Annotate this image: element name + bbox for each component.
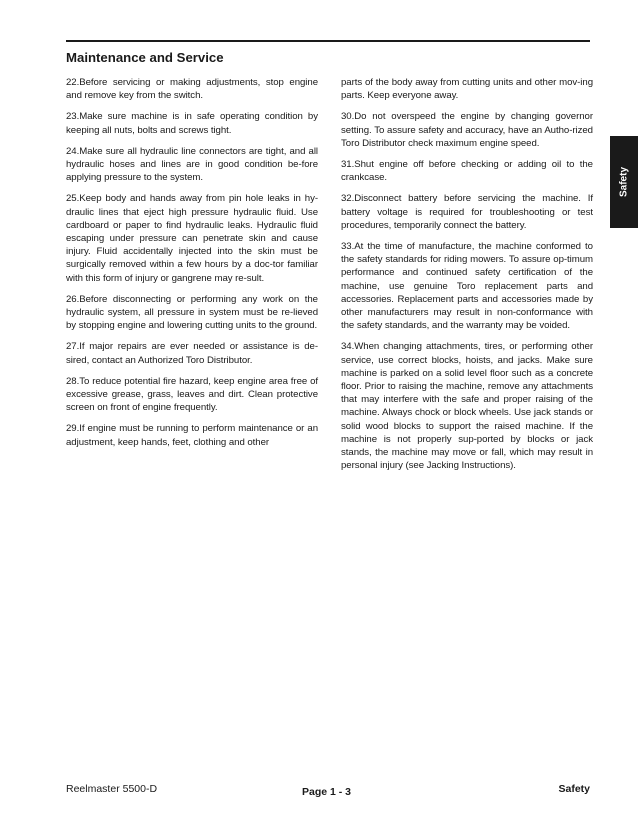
safety-item-30: 30.Do not overspeed the engine by changing governor setting. To assure safety and accuracy, have an Autho-rized Toro Distributor check maximum engine speed. bbox=[341, 111, 593, 149]
safety-item-27: 27.If major repairs are ever needed or assistance is de-sired, contact an Authorized Toro Distributor. bbox=[66, 341, 318, 366]
footer-section-name: Safety bbox=[558, 783, 590, 795]
safety-item-29-continued: parts of the body away from cutting units and other mov-ing parts. Keep everyone away. bbox=[341, 77, 593, 102]
safety-item-34: 34.When changing attachments, tires, or performing other service, use correct blocks, hoists, and jacks. Make sure machine is parked on a solid level floor such as a concrete floor. Prior to raising the machine, remove any attachments that may interfere with the safe and proper raising of the machine. Always chock or block wheels. Use jack stands or solid wood blocks to support the raised machine. If the machine is not properly sup-ported by blocks or jack stands, the machine may move or fall, which may result in personal injury (see Jacking Instructions). bbox=[341, 341, 593, 472]
safety-item-29: 29.If engine must be running to perform maintenance or an adjustment, keep hands, feet, clothing and other bbox=[66, 423, 318, 448]
side-tab-label: Safety bbox=[618, 166, 630, 198]
safety-item-32: 32.Disconnect battery before servicing the machine. If battery voltage is required for troubleshooting or test procedures, temporarily connect the battery. bbox=[341, 193, 593, 231]
footer-model-name: Reelmaster 5500-D bbox=[66, 783, 158, 795]
safety-item-31: 31.Shut engine off before checking or adding oil to the crankcase. bbox=[341, 159, 593, 184]
safety-item-22: 22.Before servicing or making adjustments, stop engine and remove key from the switch. bbox=[66, 77, 318, 102]
safety-item-24: 24.Make sure all hydraulic line connectors are tight, and all hydraulic hoses and lines are in good condition be-fore applying pressure to the system. bbox=[66, 145, 318, 184]
footer-page-number: Page 1 - 3 bbox=[302, 786, 352, 798]
safety-item-26: 26.Before disconnecting or performing any work on the hydraulic system, all pressure in system must be re-lieved by stopping engine and lowering cutting units to the ground. bbox=[66, 293, 318, 332]
safety-item-28: 28.To reduce potential fire hazard, keep engine area free of excessive grease, grass, leaves and dirt. Clean protective screen on front of engine frequently. bbox=[66, 375, 318, 414]
left-column bbox=[66, 76, 318, 457]
safety-item-25: 25.Keep body and hands away from pin hole leaks in hy-draulic lines that eject high pressure hydraulic fluid. Use cardboard or paper to find hydraulic leaks. Hydraulic fluid escaping under pressure can penetrate skin and cause injury. Fluid accidentally injected into the skin must be surgically removed within a few hours by a doc-tor familiar with this form of injury or gangrene may re-sult. bbox=[66, 193, 318, 284]
safety-item-23: 23.Make sure machine is in safe operating condition by keeping all nuts, bolts and screws tight. bbox=[66, 111, 318, 136]
section-side-tab bbox=[610, 136, 638, 228]
safety-item-33: 33.At the time of manufacture, the machine conformed to the safety standards for riding mowers. To assure op-timum performance and continued safety certification of the machine, use genuine Toro replacement parts and accessories. Replacement parts and accessories made by other manufacturers may result in non-conformance with the safety standards, and the warranty may be voided. bbox=[341, 241, 593, 332]
right-column bbox=[341, 76, 593, 480]
header-rule bbox=[66, 40, 590, 42]
section-title: Maintenance and Service bbox=[66, 50, 224, 65]
